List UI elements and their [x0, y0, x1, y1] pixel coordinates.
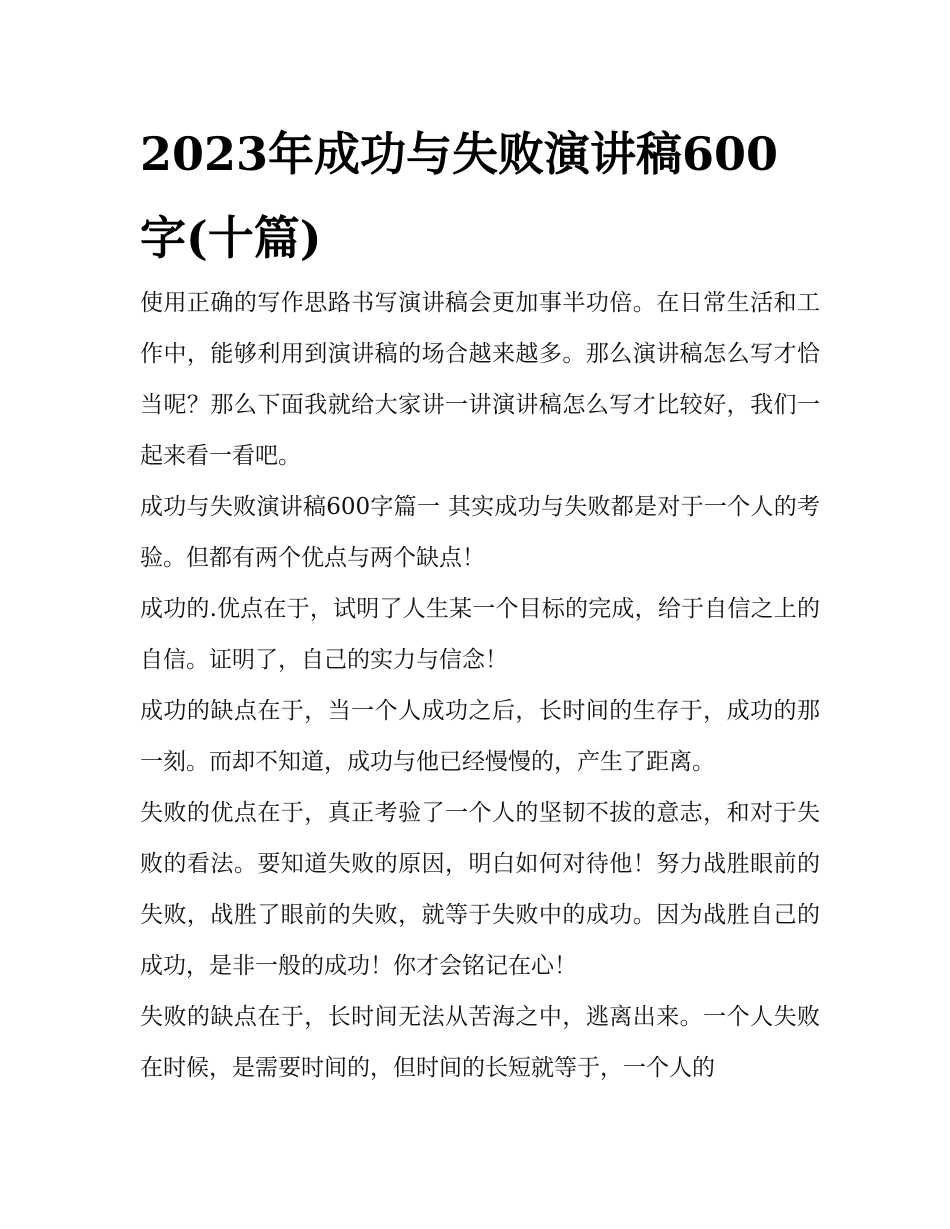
paragraph-success-disadvantage: 成功的缺点在于，当一个人成功之后，长时间的生存于，成功的那一刻。而却不知道，成功与他已经慢慢的，产生了距离。 [140, 698, 820, 775]
paragraph-success-advantage: 成功的.优点在于，试明了人生某一个目标的完成，给于自信之上的自信。证明了，自己的实力与信念！ [140, 596, 820, 673]
document-title: 2023年成功与失败演讲稿600字(十篇) [140, 127, 779, 265]
paragraph-failure-advantage: 失败的优点在于，真正考验了一个人的坚韧不拔的意志，和对于失败的看法。要知道失败的原因，明白如何对待他！努力战胜眼前的失败，战胜了眼前的失败，就等于失败中的成功。因为战胜自己的成功，是非一般的成功！你才会铭记在心！ [140, 800, 820, 979]
paragraph-part-one-opening: 成功与失败演讲稿600字篇一 其实成功与失败都是对于一个人的考验。但都有两个优点与两个缺点！ [140, 494, 820, 571]
paragraph-intro: 使用正确的写作思路书写演讲稿会更加事半功倍。在日常生活和工作中，能够利用到演讲稿的场合越来越多。那么演讲稿怎么写才恰当呢？那么下面我就给大家讲一讲演讲稿怎么写才比较好，我们一起来看一看吧。 [140, 290, 820, 469]
document-body [140, 278, 820, 1094]
paragraph-failure-disadvantage: 失败的缺点在于，长时间无法从苦海之中，逃离出来。一个人失败在时候，是需要时间的，但时间的长短就等于，一个人的 [140, 1004, 820, 1081]
